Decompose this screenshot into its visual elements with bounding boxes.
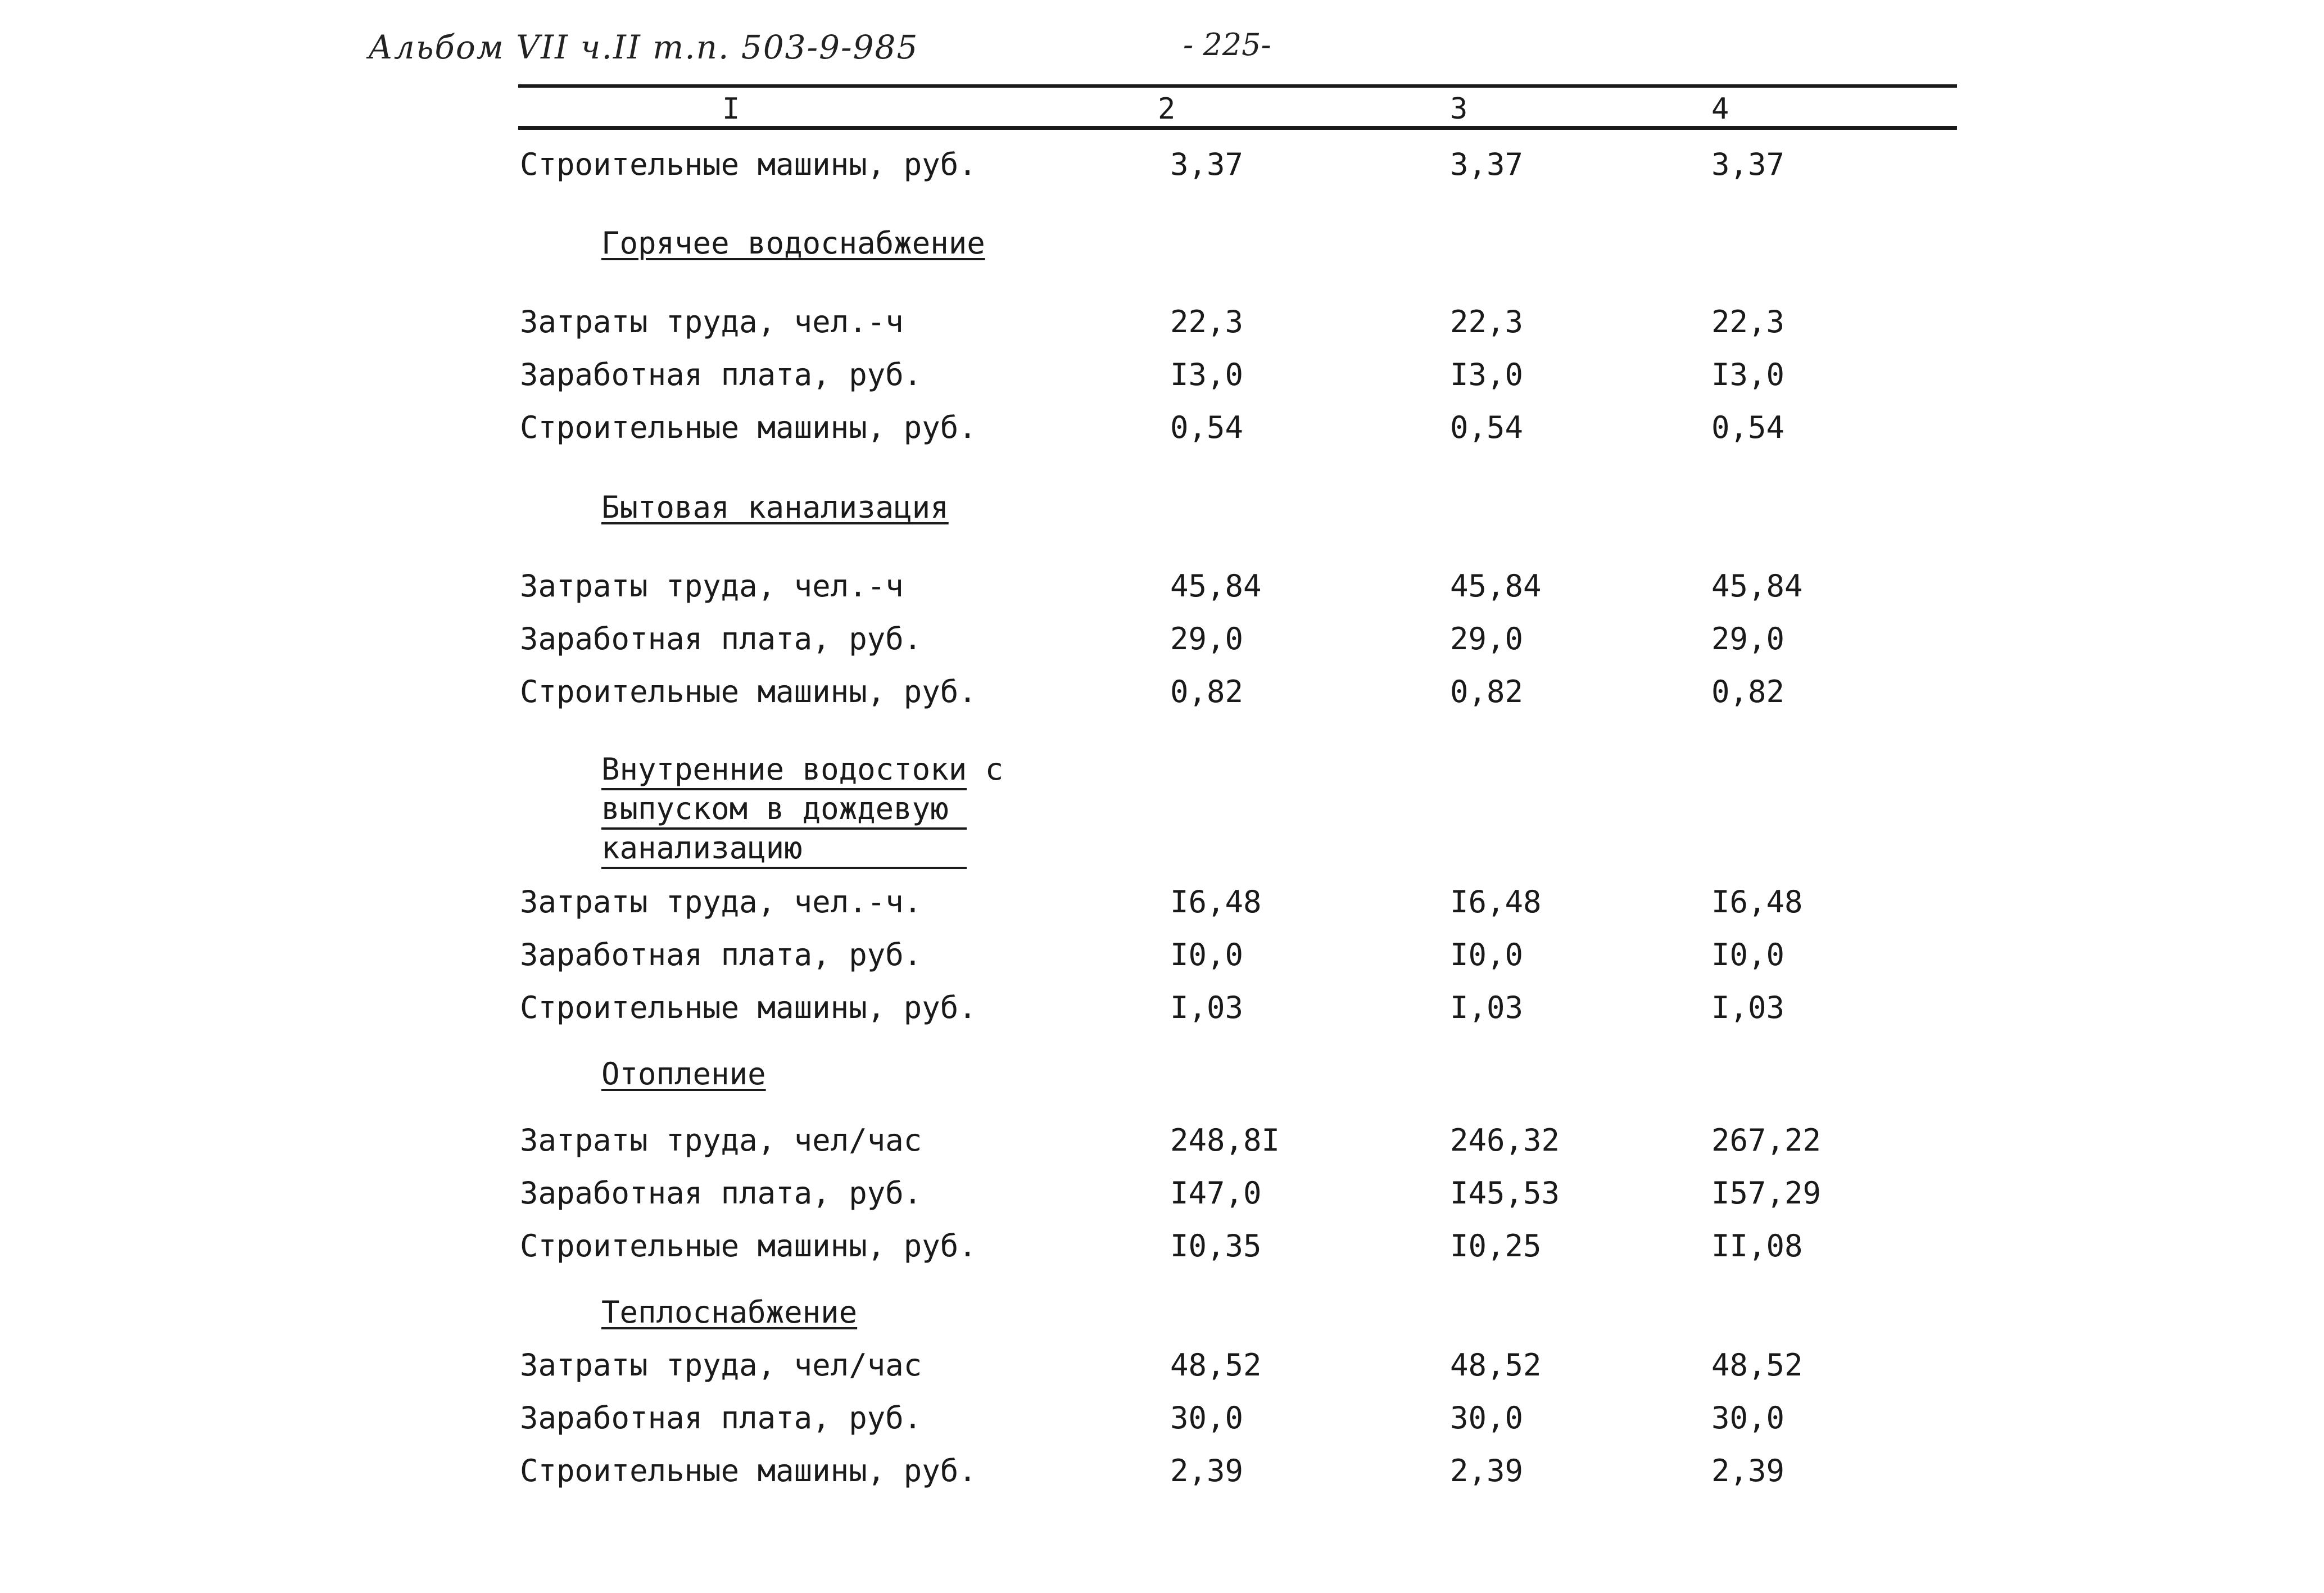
table-row (0, 302, 2324, 342)
row-value-col4: I,03 (1711, 990, 1785, 1025)
row-label: Строительные машины, руб. (520, 147, 977, 182)
row-value-col4: 48,52 (1711, 1347, 1803, 1383)
row-value-col3: I6,48 (1450, 884, 1542, 920)
row-value-col3: I0,0 (1450, 937, 1524, 972)
row-value-col4: I0,0 (1711, 937, 1785, 972)
row-label: Заработная плата, руб. (520, 1400, 922, 1436)
section-title-heat-supply: Теплоснабжение (601, 1295, 858, 1330)
table-row (0, 1121, 2324, 1160)
table-row (0, 619, 2324, 659)
row-label: Заработная плата, руб. (520, 621, 922, 657)
row-label: Заработная плата, руб. (520, 357, 922, 392)
row-value-col3: 48,52 (1450, 1347, 1542, 1383)
row-value-col2: 29,0 (1170, 621, 1244, 657)
row-value-col3: I0,25 (1450, 1228, 1542, 1264)
row-label: Строительные машины, руб. (520, 410, 977, 445)
row-label: Строительные машины, руб. (520, 674, 977, 709)
column-number-2: 2 (1158, 92, 1176, 126)
row-value-col3: I,03 (1450, 990, 1524, 1025)
row-value-col4: 22,3 (1711, 304, 1785, 340)
table-row (0, 567, 2324, 606)
row-value-col4: I6,48 (1711, 884, 1803, 920)
table-row (0, 1174, 2324, 1213)
row-value-col3: I3,0 (1450, 357, 1524, 392)
row-value-col2: 2,39 (1170, 1453, 1244, 1488)
table-row (0, 1346, 2324, 1385)
row-label: Строительные машины, руб. (520, 990, 977, 1025)
row-value-col4: 0,82 (1711, 674, 1785, 709)
table-row (0, 1227, 2324, 1266)
row-value-col2: I47,0 (1170, 1175, 1262, 1211)
row-value-col3: 29,0 (1450, 621, 1524, 657)
table-row (0, 355, 2324, 395)
row-value-col4: I3,0 (1711, 357, 1785, 392)
row-value-col2: I3,0 (1170, 357, 1244, 392)
row-value-col2: 248,8I (1170, 1123, 1280, 1158)
row-value-col3: 3,37 (1450, 147, 1524, 182)
row-value-col4: I57,29 (1711, 1175, 1822, 1211)
section-title-internal-drains (601, 751, 1004, 869)
section-title-line: выпуском в дождевую (601, 790, 967, 830)
row-value-col4: II,08 (1711, 1228, 1803, 1264)
row-value-col2: 30,0 (1170, 1400, 1244, 1436)
row-label: Заработная плата, руб. (520, 1175, 922, 1211)
row-label: Строительные машины, руб. (520, 1453, 977, 1488)
row-value-col3: 22,3 (1450, 304, 1524, 340)
row-value-col2: 3,37 (1170, 147, 1244, 182)
table-row (0, 408, 2324, 447)
row-value-col3: I45,53 (1450, 1175, 1560, 1211)
section-title-sewerage: Бытовая канализация (601, 490, 949, 525)
table-row (0, 988, 2324, 1028)
row-value-col2: 22,3 (1170, 304, 1244, 340)
row-value-col4: 2,39 (1711, 1453, 1785, 1488)
column-number-4: 4 (1711, 92, 1729, 126)
row-label: Затраты труда, чел/час (520, 1123, 922, 1158)
row-value-col4: 3,37 (1711, 147, 1785, 182)
row-value-col4: 29,0 (1711, 621, 1785, 657)
row-value-col4: 267,22 (1711, 1123, 1822, 1158)
row-value-col2: 45,84 (1170, 568, 1262, 604)
row-value-col4: 0,54 (1711, 410, 1785, 445)
row-label: Затраты труда, чел.-ч. (520, 884, 922, 920)
row-value-col2: I,03 (1170, 990, 1244, 1025)
column-number-3: 3 (1450, 92, 1468, 126)
section-title-hot-water: Горячее водоснабжение (601, 225, 985, 261)
section-title-heating: Отопление (601, 1056, 766, 1092)
row-value-col3: 0,82 (1450, 674, 1524, 709)
column-number-1: I (722, 92, 740, 126)
table-row (0, 672, 2324, 712)
table-row (0, 883, 2324, 922)
row-value-col2: 0,54 (1170, 410, 1244, 445)
row-value-col2: I0,0 (1170, 937, 1244, 972)
row-value-col3: 2,39 (1450, 1453, 1524, 1488)
row-value-col4: 45,84 (1711, 568, 1803, 604)
row-value-col2: 0,82 (1170, 674, 1244, 709)
row-value-col2: 48,52 (1170, 1347, 1262, 1383)
page-number: - 225- (1183, 27, 1271, 62)
table-top-rule (518, 84, 1957, 88)
row-value-col2: I6,48 (1170, 884, 1262, 920)
row-label: Затраты труда, чел.-ч (520, 568, 904, 604)
section-title-line: Внутренние водостоки с (601, 751, 967, 790)
row-label: Заработная плата, руб. (520, 937, 922, 972)
row-value-col3: 45,84 (1450, 568, 1542, 604)
row-label: Строительные машины, руб. (520, 1228, 977, 1264)
row-value-col4: 30,0 (1711, 1400, 1785, 1436)
row-value-col3: 246,32 (1450, 1123, 1560, 1158)
album-reference: Альбом VII ч.II т.п. 503-9-985 (368, 28, 919, 66)
row-value-col3: 0,54 (1450, 410, 1524, 445)
row-label: Затраты труда, чел/час (520, 1347, 922, 1383)
table-row (0, 935, 2324, 975)
table-header-rule (518, 126, 1957, 130)
section-title-line: канализацию (601, 830, 967, 869)
table-row (0, 1399, 2324, 1438)
row-value-col2: I0,35 (1170, 1228, 1262, 1264)
table-row (0, 1451, 2324, 1491)
row-value-col3: 30,0 (1450, 1400, 1524, 1436)
table-row (0, 145, 2324, 184)
row-label: Затраты труда, чел.-ч (520, 304, 904, 340)
